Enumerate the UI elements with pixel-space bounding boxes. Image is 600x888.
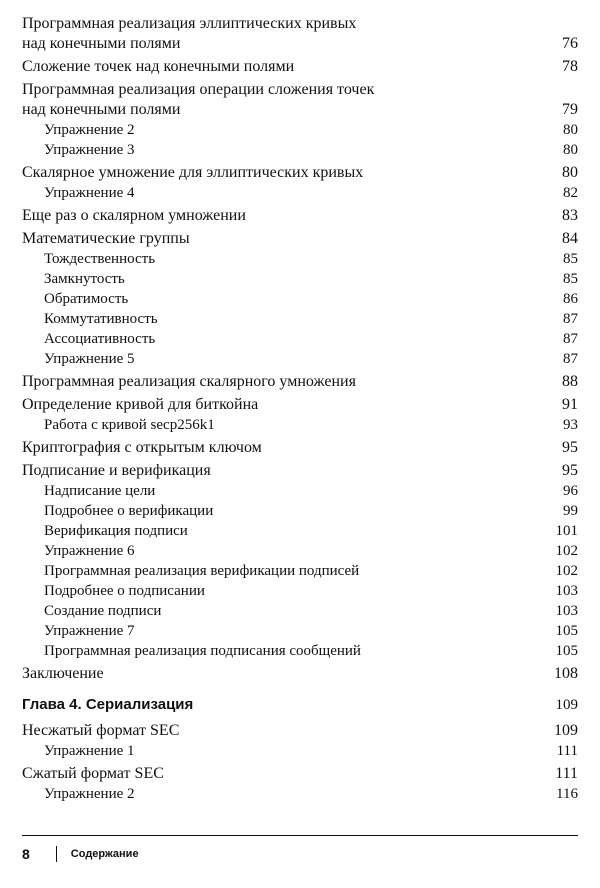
toc-entry (22, 34, 578, 54)
toc-page: 83 (562, 207, 578, 224)
toc-entry (22, 764, 578, 784)
toc-title: Скалярное умножение для эллиптических кривых (22, 164, 364, 181)
toc-title: Упражнение 7 (44, 623, 135, 639)
footer-separator (56, 846, 57, 862)
toc-page: 86 (563, 291, 578, 307)
toc-page: 101 (555, 523, 578, 539)
toc-entry (22, 372, 578, 392)
toc-title: Упражнение 5 (44, 351, 135, 367)
toc-subentry (22, 309, 578, 329)
toc-subentry (22, 481, 578, 501)
toc-page: 102 (555, 543, 578, 559)
toc-title: Несжатый формат SEC (22, 722, 180, 739)
section-name: Содержание (70, 848, 139, 860)
page-number: 8 (22, 846, 30, 862)
toc-title: Подробнее о верификации (44, 503, 214, 519)
toc-page: 80 (563, 122, 578, 138)
toc-title: Программная реализация подписания сообщений (44, 643, 361, 659)
toc-entry (22, 100, 578, 120)
toc-page: 87 (563, 311, 578, 327)
toc-title: Работа с кривой secp256k1 (44, 417, 215, 433)
toc-page: 82 (563, 185, 578, 201)
toc-title: Криптография с открытым ключом (22, 439, 262, 456)
toc-title: Упражнение 1 (44, 743, 135, 759)
toc-title: Программная реализация эллиптических кривых (22, 15, 357, 32)
toc-subentry (22, 329, 578, 349)
toc-subentry (22, 641, 578, 661)
toc-title: Сжатый формат SEC (22, 765, 164, 782)
footer-rule (22, 835, 578, 836)
toc-page: 91 (562, 396, 578, 413)
toc-page: 111 (556, 743, 578, 759)
toc-title: Упражнение 4 (44, 185, 135, 201)
toc-subentry (22, 249, 578, 269)
toc-page: 102 (555, 563, 578, 579)
toc-entry (22, 721, 578, 741)
toc-page: 87 (563, 351, 578, 367)
toc-title: Замкнутость (44, 271, 125, 287)
toc-title: Обратимость (44, 291, 129, 307)
toc-title: Еще раз о скалярном умножении (22, 207, 246, 224)
toc-subentry (22, 741, 578, 761)
page-footer (22, 846, 139, 862)
toc-page: 85 (563, 251, 578, 267)
toc-title: Верификация подписи (44, 523, 188, 539)
toc-subentry (22, 784, 578, 804)
toc-page: 111 (555, 765, 578, 782)
toc-entry (22, 229, 578, 249)
toc-page: 95 (562, 462, 578, 479)
toc-title: Сложение точек над конечными полями (22, 58, 295, 75)
toc-entry (22, 461, 578, 481)
toc-subentry (22, 269, 578, 289)
chapter-heading (22, 695, 578, 715)
toc-page: 84 (562, 230, 578, 247)
toc-subentry (22, 349, 578, 369)
toc-subentry (22, 415, 578, 435)
toc-entry (22, 206, 578, 226)
table-of-contents (22, 14, 578, 804)
toc-title: Надписание цели (44, 483, 156, 499)
toc-page: 85 (563, 271, 578, 287)
toc-title: Коммутативность (44, 311, 158, 327)
toc-subentry (22, 501, 578, 521)
toc-subentry (22, 621, 578, 641)
toc-subentry (22, 601, 578, 621)
toc-entry (22, 14, 578, 34)
toc-page: 78 (562, 58, 578, 75)
toc-title: Программная реализация верификации подписей (44, 563, 360, 579)
toc-title: Подписание и верификация (22, 462, 211, 479)
toc-title: Упражнение 2 (44, 786, 135, 802)
toc-page: 79 (562, 101, 578, 118)
toc-page: 96 (563, 483, 578, 499)
toc-page: 80 (562, 164, 578, 181)
toc-page: 88 (562, 373, 578, 390)
toc-subentry (22, 289, 578, 309)
toc-title: над конечными полями (22, 35, 181, 52)
chapter-page: 109 (555, 697, 578, 713)
toc-entry (22, 664, 578, 684)
toc-title: Упражнение 2 (44, 122, 135, 138)
toc-title: Упражнение 3 (44, 142, 135, 158)
toc-entry (22, 395, 578, 415)
toc-title: Программная реализация скалярного умножения (22, 373, 356, 390)
toc-subentry (22, 561, 578, 581)
toc-page: 103 (555, 603, 578, 619)
toc-title: Определение кривой для биткойна (22, 396, 259, 413)
toc-page: 108 (554, 665, 578, 682)
toc-title: Программная реализация операции сложения точек (22, 81, 375, 98)
toc-title: Упражнение 6 (44, 543, 135, 559)
toc-subentry (22, 521, 578, 541)
toc-page: 93 (563, 417, 578, 433)
toc-page: 109 (554, 722, 578, 739)
toc-title: Создание подписи (44, 603, 162, 619)
toc-page: 105 (555, 623, 578, 639)
toc-page: 76 (562, 35, 578, 52)
toc-page: 80 (563, 142, 578, 158)
toc-page: 87 (563, 331, 578, 347)
toc-entry (22, 57, 578, 77)
toc-entry (22, 438, 578, 458)
toc-title: над конечными полями (22, 101, 181, 118)
toc-title: Математические группы (22, 230, 190, 247)
toc-page: 103 (555, 583, 578, 599)
toc-title: Ассоциативность (44, 331, 156, 347)
toc-page: 99 (563, 503, 578, 519)
toc-title: Заключение (22, 665, 104, 682)
toc-subentry (22, 140, 578, 160)
toc-subentry (22, 120, 578, 140)
toc-title: Подробнее о подписании (44, 583, 205, 599)
toc-page: 116 (556, 786, 578, 802)
toc-entry (22, 80, 578, 100)
toc-entry (22, 163, 578, 183)
toc-subentry (22, 581, 578, 601)
toc-subentry (22, 183, 578, 203)
toc-subentry (22, 541, 578, 561)
toc-page: 105 (555, 643, 578, 659)
toc-page: 95 (562, 439, 578, 456)
toc-title: Тождественность (44, 251, 156, 267)
chapter-title: Глава 4. Сериализация (22, 696, 194, 713)
